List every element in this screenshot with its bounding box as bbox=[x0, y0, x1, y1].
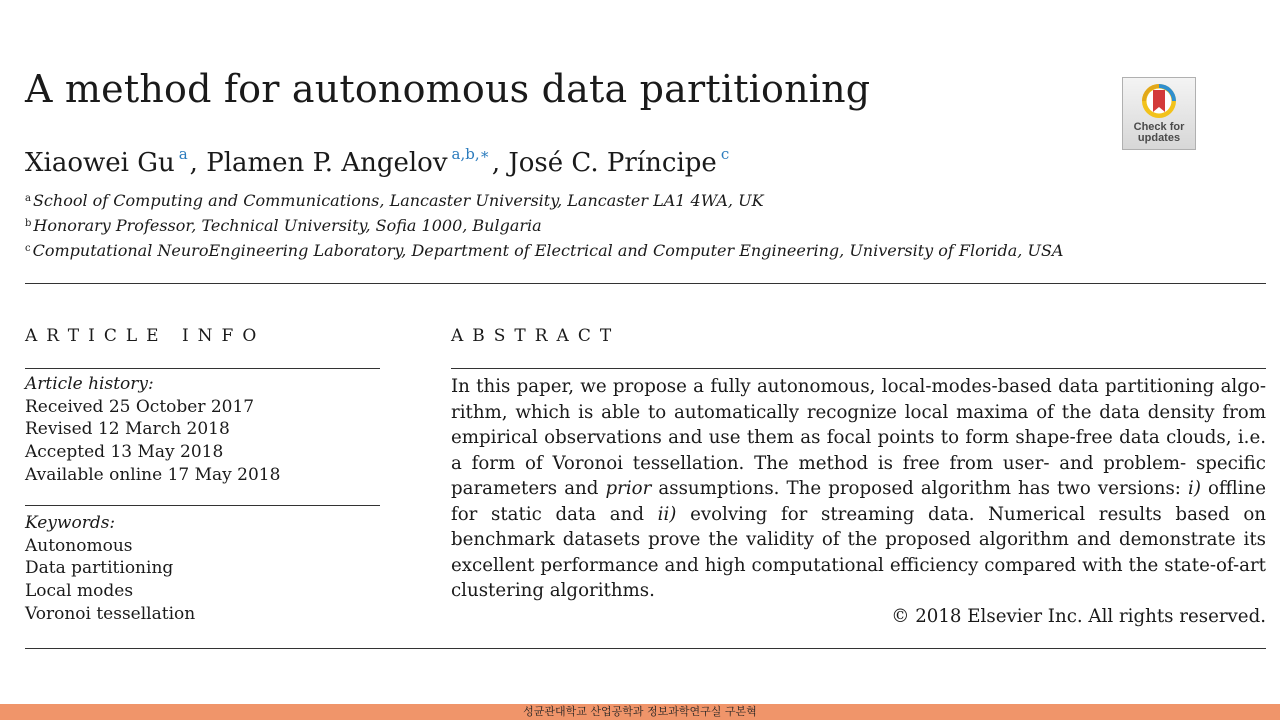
abstract-text: evolving for streaming data. Numerical results based on benchmark datasets prove the validity of the proposed algorithm and demonstrate its excellent performance and high computational efficiency compared with the state-of-art clustering algorithms. bbox=[451, 503, 1266, 601]
check-for-updates-label: Check for updates bbox=[1133, 121, 1185, 144]
abstract-text: In this paper, we propose a fully autonomous, local-modes-based data partitioning algorithm, which is able to automatically recognize local maxima of the data density from empirical observations and use them as focal points to form shape-free data clouds, i.e. a form of Voronoi tessellation. The method is free from user- and problem- specific parameters and bbox=[451, 376, 1266, 499]
keywords-label: Keywords: bbox=[25, 513, 116, 533]
header-divider bbox=[25, 283, 1266, 284]
author-name: José C. Príncipe bbox=[508, 148, 717, 178]
abstract-italic: ii) bbox=[657, 503, 677, 525]
affiliation-mark: c bbox=[25, 243, 31, 254]
bookmark-icon bbox=[1139, 82, 1179, 120]
article-history bbox=[25, 373, 280, 487]
footer-bar bbox=[0, 704, 1280, 720]
affiliation-item bbox=[25, 237, 1063, 262]
footer-text: 성균관대학교 산업공학과 정보과학연구실 구본혁 bbox=[523, 705, 757, 718]
author-list: Xiaowei Gu $^a$, Plamen P. Angelov $^{a,b,∗}$, José C. Príncipe $^c$ bbox=[25, 145, 730, 178]
affiliation-text: Computational NeuroEngineering Laboratory, Department of Electrical and Computer Engineering, University of Florida, USA bbox=[32, 241, 1064, 260]
article-info-divider bbox=[25, 368, 380, 369]
abstract-text: assumptions. The proposed algorithm has two versions: bbox=[651, 478, 1189, 499]
history-item: Received 25 October 2017 bbox=[25, 396, 255, 417]
abstract-text: offline for static data and bbox=[451, 478, 1267, 525]
keywords-divider bbox=[25, 505, 380, 506]
check-for-updates-badge[interactable] bbox=[1122, 77, 1196, 150]
copyright-notice: © 2018 Elsevier Inc. All rights reserved. bbox=[891, 605, 1266, 627]
keywords bbox=[25, 512, 195, 626]
abstract-italic: i) bbox=[1188, 478, 1201, 499]
bottom-divider bbox=[25, 648, 1266, 649]
author-affiliation-marks[interactable]: c bbox=[720, 145, 730, 163]
affiliation-list bbox=[25, 187, 1063, 262]
author-name: Xiaowei Gu bbox=[25, 148, 175, 178]
article-info-heading: ARTICLE INFO bbox=[25, 326, 266, 346]
abstract-paragraph bbox=[451, 374, 1266, 604]
abstract-body bbox=[451, 374, 1266, 629]
author-name: Plamen P. Angelov bbox=[206, 148, 448, 178]
keyword-item: Voronoi tessellation bbox=[25, 603, 196, 624]
history-item: Accepted 13 May 2018 bbox=[25, 442, 224, 463]
affiliation-text: Honorary Professor, Technical University, Sofia 1000, Bulgaria bbox=[33, 216, 542, 235]
abstract-divider bbox=[451, 368, 1266, 369]
affiliation-mark: a bbox=[25, 193, 31, 204]
paper-title: A method for autonomous data partitioning bbox=[25, 67, 871, 111]
history-item: Available online 17 May 2018 bbox=[25, 464, 281, 485]
abstract-italic: prior bbox=[605, 478, 652, 499]
keyword-item: Data partitioning bbox=[25, 558, 174, 579]
abstract-heading: ABSTRACT bbox=[451, 326, 621, 346]
affiliation-item bbox=[25, 187, 1063, 212]
author-affiliation-marks[interactable]: a,b,∗ bbox=[451, 145, 490, 163]
keyword-item: Autonomous bbox=[25, 535, 133, 556]
history-item: Revised 12 March 2018 bbox=[25, 419, 230, 440]
affiliation-item bbox=[25, 212, 1063, 237]
author-affiliation-marks[interactable]: a bbox=[178, 145, 188, 163]
keyword-item: Local modes bbox=[25, 581, 134, 602]
article-history-label: Article history: bbox=[25, 374, 154, 394]
affiliation-text: School of Computing and Communications, Lancaster University, Lancaster LA1 4WA, UK bbox=[32, 191, 764, 210]
affiliation-mark: b bbox=[25, 218, 32, 229]
